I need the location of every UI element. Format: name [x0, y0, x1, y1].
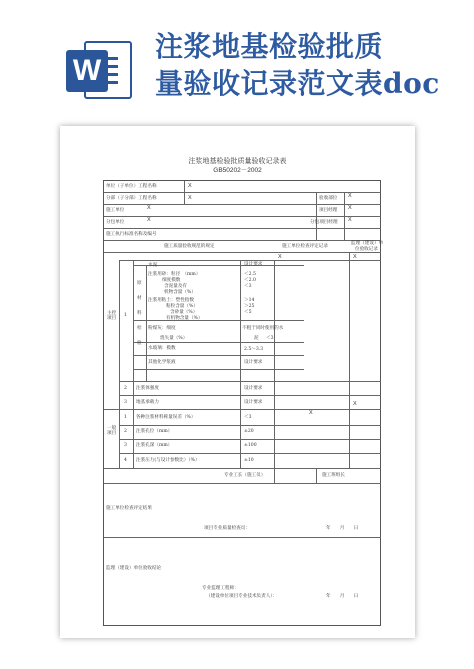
col-line	[316, 192, 317, 240]
general-row-value: ±20	[244, 429, 254, 434]
x-mark: X	[147, 217, 151, 223]
standard-label: 施工执行标准名称及编号	[106, 232, 157, 237]
x-mark: X	[353, 254, 357, 260]
general-row-value: ＜3	[244, 415, 252, 420]
flyash-fineness-label: 粉煤灰：细度	[148, 326, 176, 331]
x-mark: X	[309, 410, 313, 416]
grout-strength-label: 注浆体强度	[136, 386, 159, 391]
clay-organic-label: 有机物含量（%）	[166, 316, 203, 321]
row-line	[104, 192, 381, 193]
clay-particle-label: 粘粒含量（%）	[166, 304, 198, 309]
self-check-header: 施工单位检查评定记录	[282, 244, 328, 249]
quality-inspector-label: 项目专业质量检查员：	[204, 526, 250, 531]
row-line	[133, 320, 304, 321]
supervision-engineer-label: 专业监理工程师：	[202, 586, 239, 591]
material-test-char: 检	[137, 326, 142, 331]
row-line	[119, 395, 381, 396]
general-row-name: 各种注浆材料称量误差（%）	[136, 415, 196, 420]
design-req: 设计要求	[244, 360, 263, 365]
row-line	[104, 409, 381, 410]
other-chemical-label: 其他化学浆液	[148, 360, 176, 365]
general-row-no: 1	[124, 415, 127, 420]
general-row-name: 注浆孔位（mm）	[136, 429, 173, 434]
row-line	[104, 240, 381, 241]
row-line	[104, 483, 381, 484]
spec-header: 施工质量验收规范的规定	[164, 244, 215, 249]
sub-project-label: 分部（子分部）工程名称	[106, 196, 157, 201]
word-document-icon	[66, 41, 134, 101]
material-test-char: 料	[137, 311, 142, 316]
col-line	[349, 252, 350, 468]
unit-project-label: 单位（子单位）工程名称	[106, 184, 157, 189]
acceptance-table	[103, 180, 384, 626]
cement-label: 水泥	[148, 263, 158, 268]
construction-unit-label: 施工单位	[106, 208, 125, 213]
row-line	[104, 252, 381, 253]
banner-title-line1: 注浆地基检验批质	[155, 30, 384, 63]
main-control-label: 主控项目	[107, 311, 117, 322]
limit-value: ＜2.5	[244, 272, 256, 277]
limit-value: ＞14	[244, 298, 255, 303]
x-mark: X	[188, 195, 192, 201]
row-line	[104, 216, 381, 217]
owner-rep-label: （建设单位项目专业技术负责人）：	[206, 594, 278, 599]
clay-plasticity-label: 注浆用粘土：塑性指数	[148, 298, 194, 303]
design-req: 设计要求	[244, 262, 263, 267]
general-row-name: 注浆孔深（mm）	[136, 443, 173, 448]
foreman-label: 专业工长（施工员）	[224, 473, 266, 478]
col-line	[274, 468, 275, 483]
limit-value: ＜3	[244, 284, 252, 289]
row-line	[104, 228, 381, 229]
word-badge: W	[66, 50, 108, 92]
row-line	[119, 260, 381, 261]
row-line	[119, 381, 381, 382]
grout-sand-label: 注浆用砂：粒径 （mm）	[148, 272, 201, 277]
banner-title	[155, 28, 470, 102]
general-row-value: ±100	[244, 443, 257, 448]
row-line	[119, 453, 381, 454]
item-number-2: 2	[124, 386, 127, 391]
general-row-no: 3	[124, 443, 127, 448]
sand-content-label: 含砂量（%）	[170, 310, 198, 315]
col-line	[184, 181, 185, 192]
x-mark: X	[147, 205, 151, 211]
supervision-header-2: 位验收记录	[355, 247, 378, 252]
row-line	[133, 342, 304, 343]
flyash-note: 不粗于同时使用的水	[242, 326, 284, 331]
col-line	[344, 192, 345, 240]
loss-on-ignition-label: 烧失量（%）	[160, 336, 188, 341]
supervision-header-1: 监理（建设）单	[351, 241, 384, 246]
bearing-capacity-label: 地基承载力	[136, 400, 159, 405]
design-req: 设计要求	[244, 386, 263, 391]
limit-value: ＜3	[266, 336, 274, 341]
x-mark: X	[348, 217, 352, 223]
design-req: 设计要求	[244, 400, 263, 405]
col-line	[119, 260, 120, 468]
eval-date: 年 月 日	[326, 526, 359, 531]
col-line	[316, 468, 317, 483]
construction-eval-label: 施工单位检查评定结果	[106, 506, 152, 511]
row-line	[119, 425, 381, 426]
team-leader-label: 施工班组长	[322, 473, 345, 478]
row-line	[133, 355, 304, 356]
document-banner	[0, 0, 474, 110]
general-row-no: 2	[124, 429, 127, 434]
x-mark: X	[348, 205, 352, 211]
banner-title-line2: 量验收记录范文表doc	[155, 67, 440, 100]
mud-content-label: 含泥量及有	[164, 284, 187, 289]
row-line	[133, 265, 304, 266]
material-test-char: 验	[137, 341, 142, 346]
row-line	[119, 439, 381, 440]
col-line	[133, 260, 134, 468]
row-line	[104, 204, 381, 205]
x-mark: X	[188, 183, 192, 189]
row-line	[104, 537, 381, 538]
organic-content-label: 机物含量（%）	[164, 290, 196, 295]
supervision-conclusion-label: 监理（建设）单位验收结论	[106, 566, 162, 571]
limit-value: ＞25	[244, 304, 255, 309]
col-line	[146, 265, 147, 381]
col-line	[274, 260, 275, 468]
water-glass-label: 水玻璃：模数	[148, 346, 176, 351]
general-row-no: 4	[124, 458, 127, 463]
general-row-name: 注浆压力(与设计参数比）（%）	[136, 458, 200, 463]
material-test-char: 材	[137, 296, 142, 301]
general-items-label: 一般项目	[107, 426, 117, 437]
col-line	[240, 260, 241, 468]
general-row-value: ±10	[244, 458, 254, 463]
project-manager-label: 项目经理	[319, 208, 338, 213]
fineness-modulus-label: 细度模数	[162, 278, 181, 283]
limit-value: ＜2.0	[244, 278, 256, 283]
water-glass-modulus: 2.5～3.3	[244, 347, 264, 352]
subcontract-manager-label: 分包项目经理	[310, 220, 338, 225]
row-line	[133, 369, 304, 370]
material-test-char: 原	[137, 281, 142, 286]
row-line	[104, 468, 381, 469]
x-mark: X	[348, 193, 352, 199]
cement-note: 泥	[254, 336, 259, 341]
item-number-1: 1	[124, 313, 127, 318]
col-line	[184, 192, 185, 204]
document-sheet	[60, 126, 415, 638]
x-mark: X	[278, 254, 282, 260]
subcontract-unit-label: 分包单位	[106, 220, 125, 225]
item-number-3: 3	[124, 400, 127, 405]
document-code: GB50202－2002	[213, 167, 262, 174]
document-title: 注浆地基检验批质量验收记录表	[188, 157, 287, 165]
supervision-date: 年 月 日	[326, 594, 359, 599]
limit-value: ＜5	[244, 310, 252, 315]
acceptance-part-label: 验收部位	[319, 196, 338, 201]
x-mark: X	[353, 401, 357, 407]
